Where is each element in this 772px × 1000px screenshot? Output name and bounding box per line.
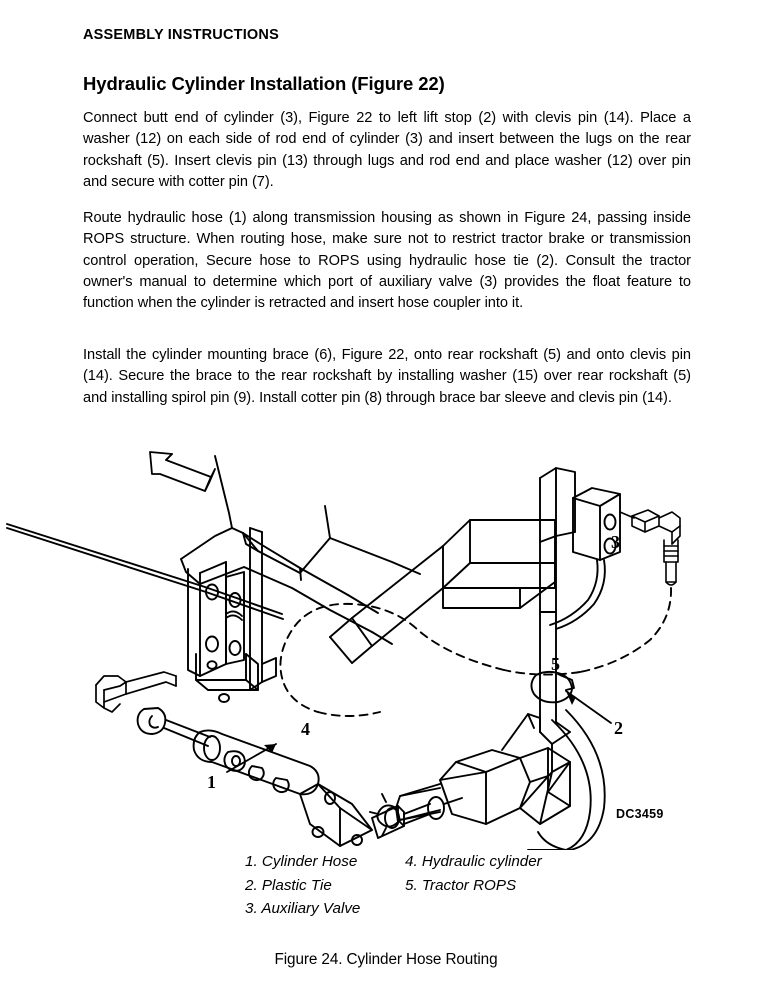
instruction-paragraph-1 bbox=[83, 108, 691, 193]
plastic-tie bbox=[531, 672, 574, 702]
legend-item: 3. Auxiliary Valve bbox=[245, 900, 361, 917]
callout-5: 5 bbox=[551, 654, 560, 674]
callout-3: 3 bbox=[611, 532, 620, 552]
rear-frame-box bbox=[330, 520, 555, 663]
legend-item: 4. Hydraulic cylinder bbox=[405, 853, 542, 870]
running-head: ASSEMBLY INSTRUCTIONS bbox=[83, 27, 279, 43]
hydraulic-cylinder bbox=[138, 708, 462, 846]
callout-2: 2 bbox=[614, 718, 623, 738]
paragraph-text: Install the cylinder mounting brace (6), Figure 22, onto rear rockshaft (5) and onto clevis pin (14). Secure the brace to the rear rockshaft by installing washer (15) over rear rockshaft (5) and installing spirol pin (9). Install cotter pin (8) through brace bar sleeve and clevis pin (14). bbox=[83, 347, 691, 406]
legend-column-right bbox=[405, 850, 542, 897]
paragraph-text: Connect butt end of cylinder (3), Figure 22 to left lift stop (2) with clevis pin (14). Place a washer (12) on each side of rod end of cylinder (3) and insert between the lugs on the rear rockshaft (5). Insert clevis pin (13) through lugs and rod end and place washer (12) over pin and secure with cotter pin (7). bbox=[83, 110, 691, 190]
callout-1: 1 bbox=[207, 772, 216, 792]
mounting-bracket-plate bbox=[188, 528, 276, 702]
legend-column-left bbox=[245, 850, 360, 921]
brake-lever-hook bbox=[96, 672, 176, 712]
rear-axle-housing bbox=[370, 714, 570, 836]
legend-item: 5. Tractor ROPS bbox=[405, 876, 517, 894]
paragraph-text: Route hydraulic hose (1) along transmission housing as shown in Figure 24, passing inside ROPS structure. When routing hose, make sure not to restrict tractor brake or transmission control operation, Secure hose to ROPS using hydraulic hose tie (2). Consult the tractor owner's manual to determine which port of auxiliary valve (3) provides the float feature to function when the cylinder is retracted and insert hose coupler into it. bbox=[83, 210, 691, 312]
drawing-number: DC3459 bbox=[616, 807, 664, 821]
figure-caption: Figure 24. Cylinder Hose Routing bbox=[274, 951, 498, 968]
transmission-housing bbox=[7, 456, 420, 644]
hydraulic-hose-route bbox=[280, 560, 671, 716]
callout-4: 4 bbox=[301, 719, 310, 739]
instruction-paragraph-3 bbox=[83, 345, 691, 409]
hose-coupler-fitting bbox=[620, 510, 680, 585]
instruction-paragraph-2 bbox=[83, 208, 691, 314]
technical-illustration bbox=[0, 432, 772, 850]
legend-item: 2. Plastic Tie bbox=[245, 876, 332, 894]
legend-item: 1. Cylinder Hose bbox=[245, 853, 358, 870]
direction-arrow-icon bbox=[150, 452, 216, 491]
page-title: Hydraulic Cylinder Installation (Figure 22) bbox=[83, 73, 445, 95]
